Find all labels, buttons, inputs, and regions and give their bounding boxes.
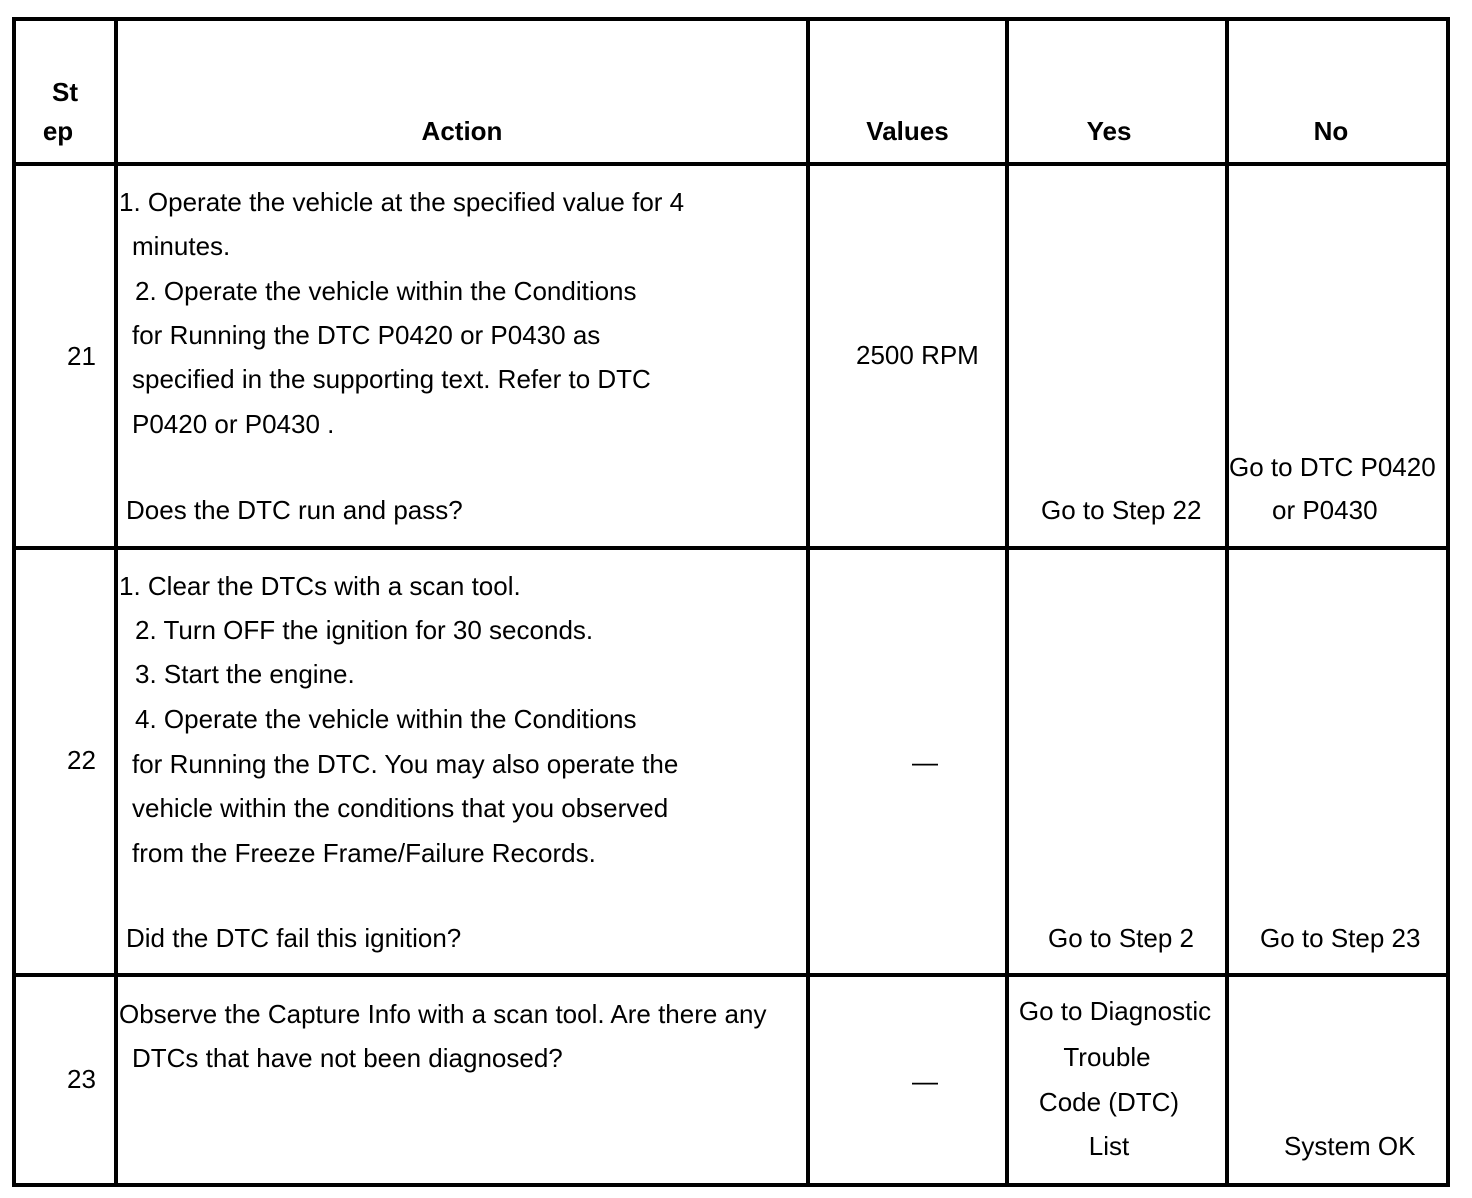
no-cell-line: Go to DTC P0420 (1229, 452, 1436, 482)
yes-cell-line: Code (DTC) (1038, 1087, 1180, 1117)
action-line: 1. Operate the vehicle at the specified value for 4 (119, 187, 685, 217)
no-cell-line: or P0430 (1272, 495, 1378, 525)
value-cell: — (912, 747, 938, 777)
action-line: from the Freeze Frame/Failure Records. (132, 838, 596, 868)
no-cell: Go to Step 23 (1260, 923, 1421, 953)
header-values: Values (866, 116, 949, 146)
action-question: Does the DTC run and pass? (126, 495, 463, 525)
action-line: 3. Start the engine. (135, 659, 355, 689)
action-line: for Running the DTC P0420 or P0430 as (132, 320, 601, 350)
table-border-top (12, 17, 1450, 21)
yes-cell-line: Trouble (1063, 1042, 1151, 1072)
yes-cell-line: List (1088, 1131, 1130, 1161)
column-divider-action (806, 17, 810, 1187)
action-line: 2. Turn OFF the ignition for 30 seconds. (135, 615, 594, 645)
action-question: Did the DTC fail this ignition? (126, 923, 462, 953)
header-no: No (1313, 116, 1349, 146)
table-border-right (1446, 17, 1450, 1187)
header-step-line1: St (52, 77, 78, 107)
header-divider (12, 162, 1450, 166)
row-divider-21 (12, 546, 1450, 550)
step-number: 22 (67, 745, 96, 775)
value-cell: — (912, 1066, 938, 1096)
action-line: specified in the supporting text. Refer to DTC (132, 364, 651, 394)
yes-cell: Go to Step 2 (1048, 923, 1194, 953)
action-line: Observe the Capture Info with a scan tool. Are there any (119, 999, 767, 1029)
table-border-bottom (12, 1183, 1450, 1187)
action-line: 2. Operate the vehicle within the Conditions (135, 276, 637, 306)
yes-cell-line: Go to Diagnostic (1018, 996, 1212, 1026)
header-step-line2: ep (42, 116, 74, 146)
header-action: Action (421, 116, 503, 146)
column-divider-step (114, 17, 118, 1187)
yes-cell: Go to Step 22 (1041, 495, 1202, 525)
header-yes: Yes (1086, 116, 1132, 146)
step-number: 21 (67, 341, 96, 371)
table-border-left (12, 17, 16, 1187)
action-line: DTCs that have not been diagnosed? (132, 1043, 563, 1073)
action-line: 4. Operate the vehicle within the Conditions (135, 704, 637, 734)
step-number: 23 (67, 1064, 96, 1094)
action-line: vehicle within the conditions that you observed (132, 793, 669, 823)
column-divider-yes (1225, 17, 1229, 1187)
value-cell: 2500 RPM (856, 340, 979, 370)
action-line: minutes. (132, 231, 231, 261)
action-line: 1. Clear the DTCs with a scan tool. (119, 571, 521, 601)
no-cell: System OK (1284, 1131, 1416, 1161)
action-line: for Running the DTC. You may also operate the (132, 749, 679, 779)
row-divider-22 (12, 973, 1450, 977)
action-line: P0420 or P0430 . (132, 409, 335, 439)
